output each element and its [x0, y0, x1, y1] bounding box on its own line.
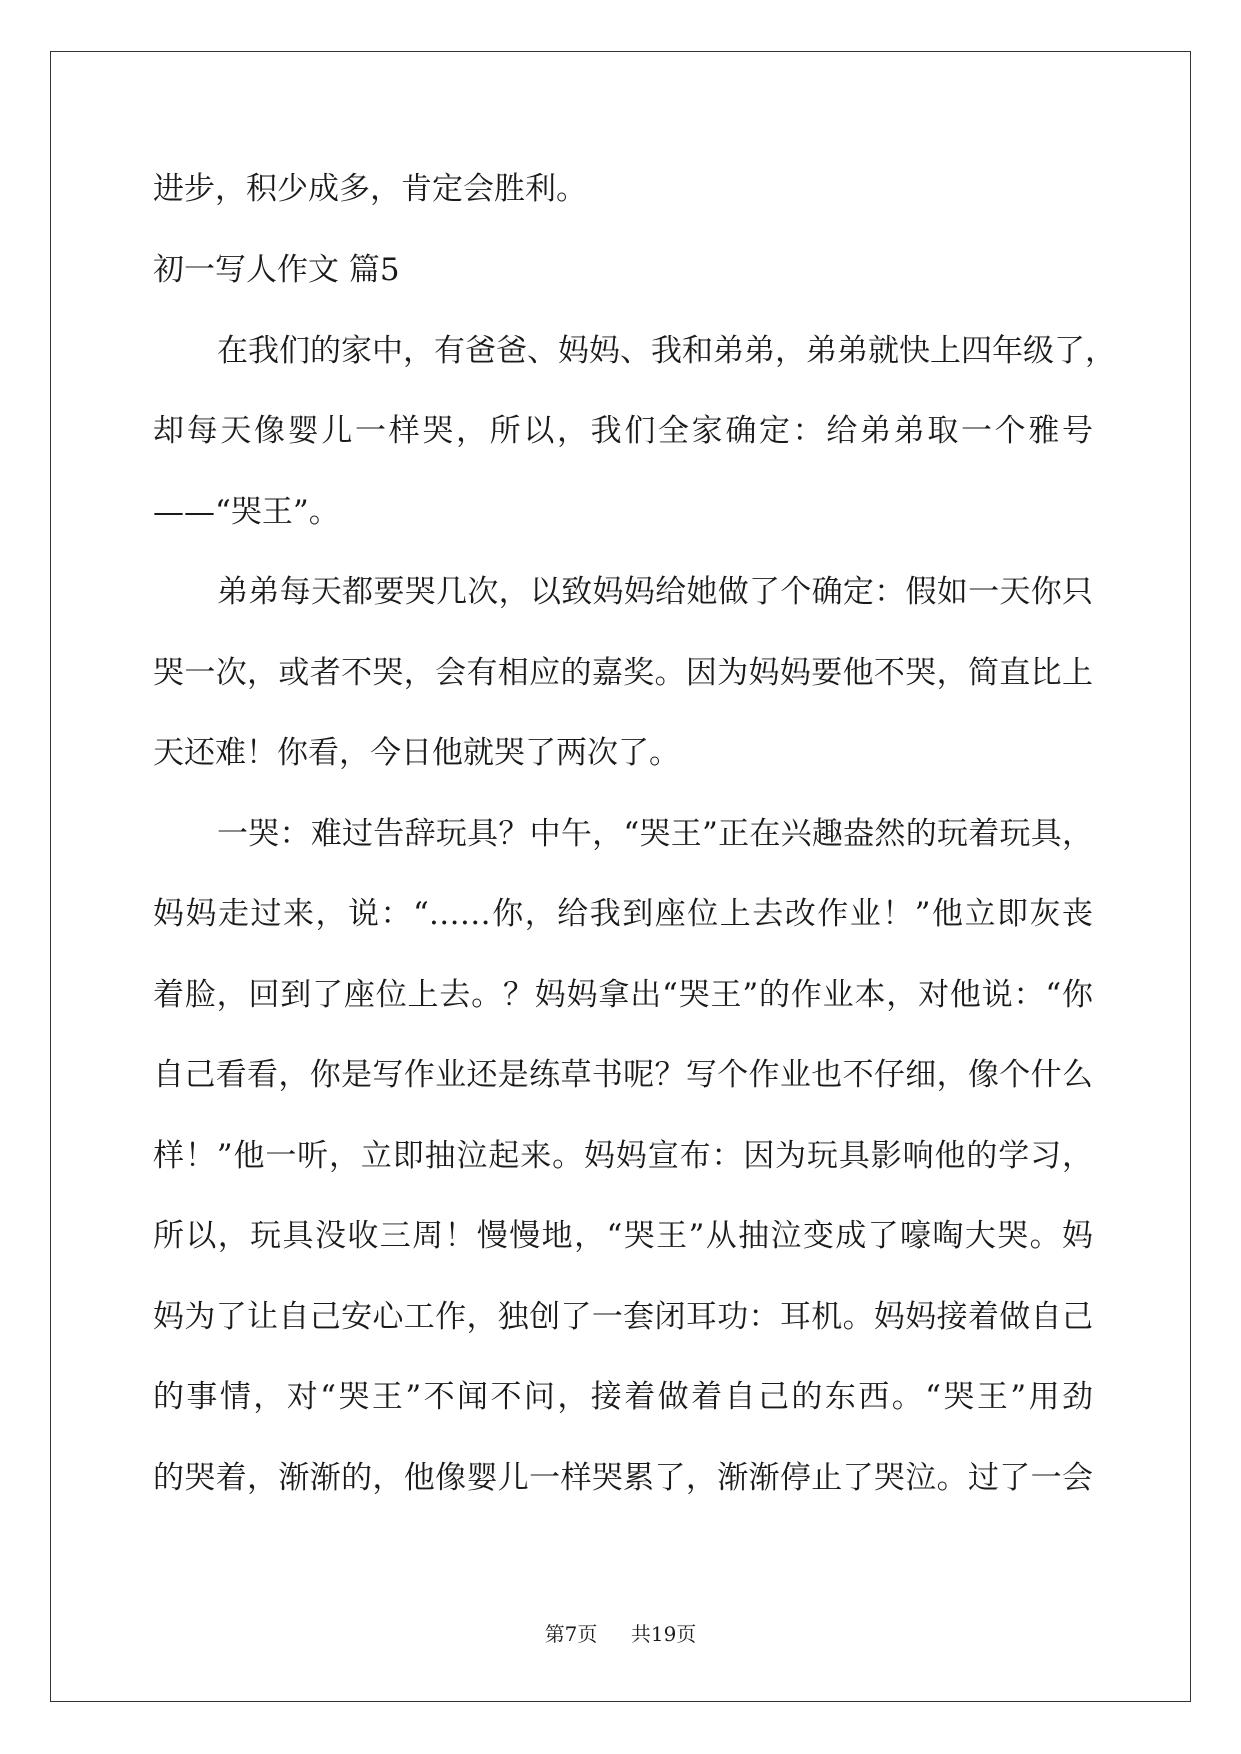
page-total: 共19页 — [630, 1622, 697, 1646]
paragraph-line: ——“哭王”。 — [153, 494, 340, 530]
page-border — [50, 51, 1191, 1702]
page-number: 第7页 — [544, 1622, 598, 1646]
paragraph-line: 却每天像婴儿一样哭，所以，我们全家确定：给弟弟取一个雅号 — [153, 413, 1093, 449]
paragraph-line: 的事情，对“哭王”不闻不问，接着做着自己的东西。“哭王”用劲 — [153, 1379, 1093, 1415]
paragraph-line: 所以，玩具没收三周！慢慢地，“哭王”从抽泣变成了嚎啕大哭。妈 — [153, 1218, 1093, 1254]
paragraph-line: 在我们的家中，有爸爸、妈妈、我和弟弟，弟弟就快上四年级了， — [217, 333, 1116, 369]
paragraph-line: 哭一次，或者不哭，会有相应的嘉奖。因为妈妈要他不哭，简直比上 — [153, 655, 1093, 691]
paragraph-line: 妈为了让自己安心工作，独创了一套闭耳功：耳机。妈妈接着做自己 — [153, 1299, 1093, 1335]
page-footer — [0, 1618, 1241, 1647]
paragraph-line: 天还难！你看，今日他就哭了两次了。 — [153, 735, 680, 771]
paragraph-line: 样！”他一听，立即抽泣起来。妈妈宣布：因为玩具影响他的学习， — [153, 1138, 1093, 1174]
section-heading: 初一写人作文 篇5 — [153, 252, 400, 288]
paragraph-line: 弟弟每天都要哭几次，以致妈妈给她做了个确定：假如一天你只 — [217, 574, 1093, 610]
paragraph-line: 进步，积少成多，肯定会胜利。 — [153, 171, 587, 207]
paragraph-line: 妈妈走过来，说：“……你，给我到座位上去改作业！”他立即灰丧 — [153, 896, 1093, 932]
paragraph-line: 自己看看，你是写作业还是练草书呢？写个作业也不仔细，像个什么 — [153, 1057, 1093, 1093]
paragraph-line: 一哭：难过告辞玩具？中午，“哭王”正在兴趣盎然的玩着玩具， — [217, 816, 1093, 852]
paragraph-line: 的哭着，渐渐的，他像婴儿一样哭累了，渐渐停止了哭泣。过了一会 — [153, 1460, 1093, 1496]
paragraph-line: 着脸，回到了座位上去。？妈妈拿出“哭王”的作业本，对他说：“你 — [153, 977, 1093, 1013]
